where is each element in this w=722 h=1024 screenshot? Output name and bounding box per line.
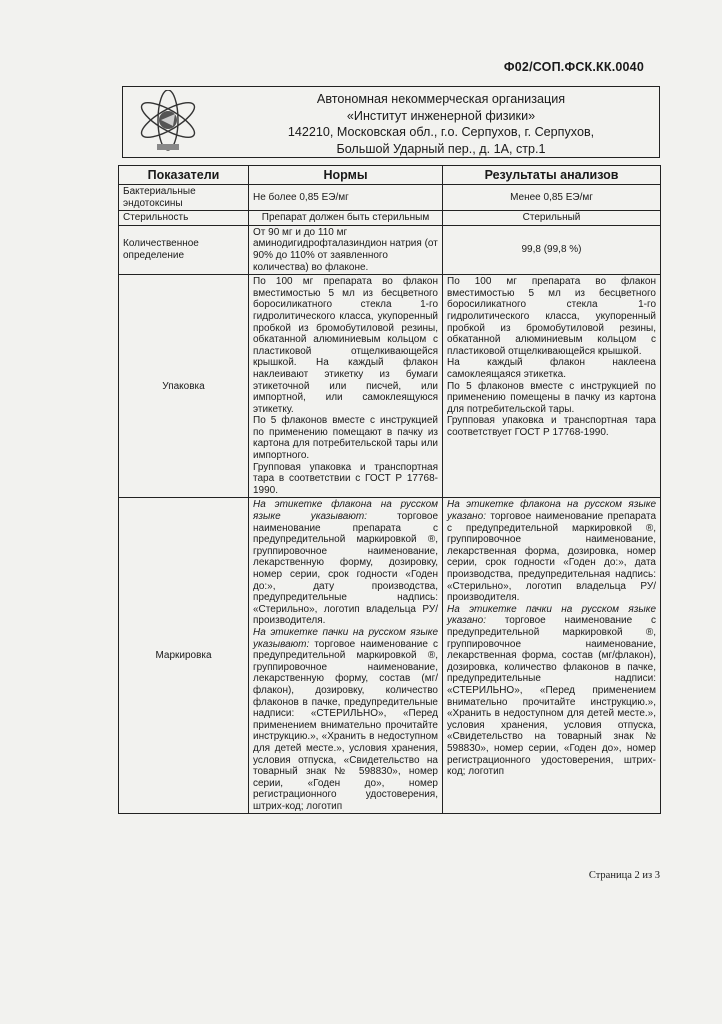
norm-text: торговое наименование препарата с предупредительной маркировкой ®, группировочное наименование, лекарственную форму, дозировку, номер серии, срок годности «Годен до:», дату производства, предупредительные надпись: «Стерильно», логотип владельца РУ/производителя.	[253, 511, 439, 627]
norm-text: торговое наименование с предупредительной маркировкой ®, группировочное наименование, лекарственную форму, состав (мг/флакон), дозировку, количество флаконов в пачке, предупредительные надписи: «СТЕРИЛЬНО», «Перед применением внимательно прочитайте инструкцию.», «Хранить в недоступном для детей месте.», условия хранения, условия отпуска, «Свидетельство на товарный знак № 598830», номер серии, «Годен до», номер регистрационного удостоверения, штрих-код; логотип	[253, 638, 438, 812]
document-code: Ф02/СОП.ФСК.КК.0040	[503, 60, 644, 74]
analysis-table	[118, 165, 661, 814]
result-text: торговое наименование препарата с предупредительной маркировкой ®, группировочное наименование, лекарственная форма, дозировка, номер серии, срок годности «Годен до:», дата производства, предупредительная надпись: «Стерильно», логотип владельца РУ/производителя.	[447, 511, 657, 604]
norm-paragraph	[253, 499, 438, 627]
norm-cell: Не более 0,85 ЕЭ/мг	[249, 185, 443, 211]
header-norms: Нормы	[249, 166, 443, 185]
norm-paragraph	[253, 627, 438, 813]
norm-paragraph: Групповая упаковка и транспортная тара в соответствии с ГОСТ Р 17768-1990.	[253, 461, 438, 496]
result-subheading: На этикетке пачки на русском языке указано:	[447, 603, 656, 627]
org-address-line1: 142210, Московская обл., г.о. Серпухов, г. Серпухов,	[287, 125, 595, 140]
result-cell: 99,8 (99,8 %)	[443, 225, 661, 274]
header-results: Результаты анализов	[443, 166, 661, 185]
norm-cell	[249, 498, 443, 814]
table-row	[119, 225, 661, 274]
result-text: торговое наименование с предупредительной маркировкой ®, группировочное наименование, лекарственная форма, состав (мг/флакон), дозировка, количество флаконов в пачке, предупредительные надписи: «СТЕРИЛЬНО», «Перед применением внимательно прочитайте инструкцию.», «Хранить в недоступном для детей месте.», условия хранения, условия отпуска, «Свидетельство на товарный знак № 598830», номер серии, «Годен до», номер регистрационного удостоверения, штрих-код; логотип	[447, 615, 656, 778]
table-header-row	[119, 166, 661, 185]
result-cell: Менее 0,85 ЕЭ/мг	[443, 185, 661, 211]
result-paragraph: По 100 мг препарата во флакон вместимостью 5 мл из бесцветного боросиликатного стекла 1-го гидролитического класса, укупоренный пробкой из бромобутиловой резины, обкатанной алюминиевым кольцом с пластиковой отщелкивающейся крышкой.	[447, 276, 656, 357]
result-cell	[443, 275, 661, 498]
norm-subheading: На этикетке флакона на русском языке указывают:	[253, 499, 438, 523]
org-address-line2: Большой Ударный пер., д. 1А, стр.1	[336, 141, 546, 156]
table-row	[119, 498, 661, 814]
page-number: Страница 2 из 3	[588, 870, 660, 881]
norm-subheading: На этикетке пачки на русском языке указывают:	[253, 626, 438, 650]
header-indicators: Показатели	[119, 166, 249, 185]
result-cell: Стерильный	[443, 211, 661, 226]
indicator-cell: Бактериальные эндотоксины	[119, 185, 249, 211]
norm-cell: От 90 мг и до 110 мг аминодигидрофталазиндион натрия (от 90% до 110% от заявленного количества) во флаконе.	[249, 225, 443, 274]
indicator-cell: Стерильность	[119, 211, 249, 226]
norm-cell	[249, 275, 443, 498]
result-paragraph: Групповая упаковка и транспортная тара соответствует ГОСТ Р 17768-1990.	[447, 415, 656, 438]
org-title-line: «Институт инженерной физики»	[346, 108, 536, 123]
org-name-line: Автономная некоммерческая организация	[316, 92, 566, 106]
table-row	[119, 275, 661, 498]
result-subheading: На этикетке флакона на русском языке указано:	[447, 499, 656, 523]
institute-logo-icon	[133, 90, 203, 154]
indicator-cell: Маркировка	[119, 498, 249, 814]
norm-cell: Препарат должен быть стерильным	[249, 211, 443, 226]
result-cell	[443, 498, 661, 814]
result-paragraph: На каждый флакон наклеена самоклеящаяся этикетка.	[447, 357, 656, 380]
result-paragraph	[447, 499, 656, 603]
indicator-cell: Упаковка	[119, 275, 249, 498]
organization-header	[122, 86, 660, 158]
table-row	[119, 211, 661, 226]
indicator-cell: Количественное определение	[119, 225, 249, 274]
organization-info	[233, 91, 649, 157]
norm-paragraph: По 100 мг препарата во флакон вместимостью 5 мл из бесцветного боросиликатного стекла 1-го гидролитического класса, укупоренный пробкой из бромобутиловой резины, обкатанной алюминиевым кольцом с пластиковой отщелкивающейся крышкой. На каждый флакон наклеивают этикетку из бумаги этикеточной или писчей, или импортной, или самоклеящуюся этикетку.	[253, 276, 438, 415]
norm-paragraph: По 5 флаконов вместе с инструкцией по применению помещают в пачку из картона для потребительской тары или импортного.	[253, 415, 438, 462]
result-paragraph	[447, 604, 656, 778]
result-paragraph: По 5 флаконов вместе с инструкцией по применению помещены в пачку из картона для потребительской тары.	[447, 380, 656, 415]
table-row	[119, 185, 661, 211]
